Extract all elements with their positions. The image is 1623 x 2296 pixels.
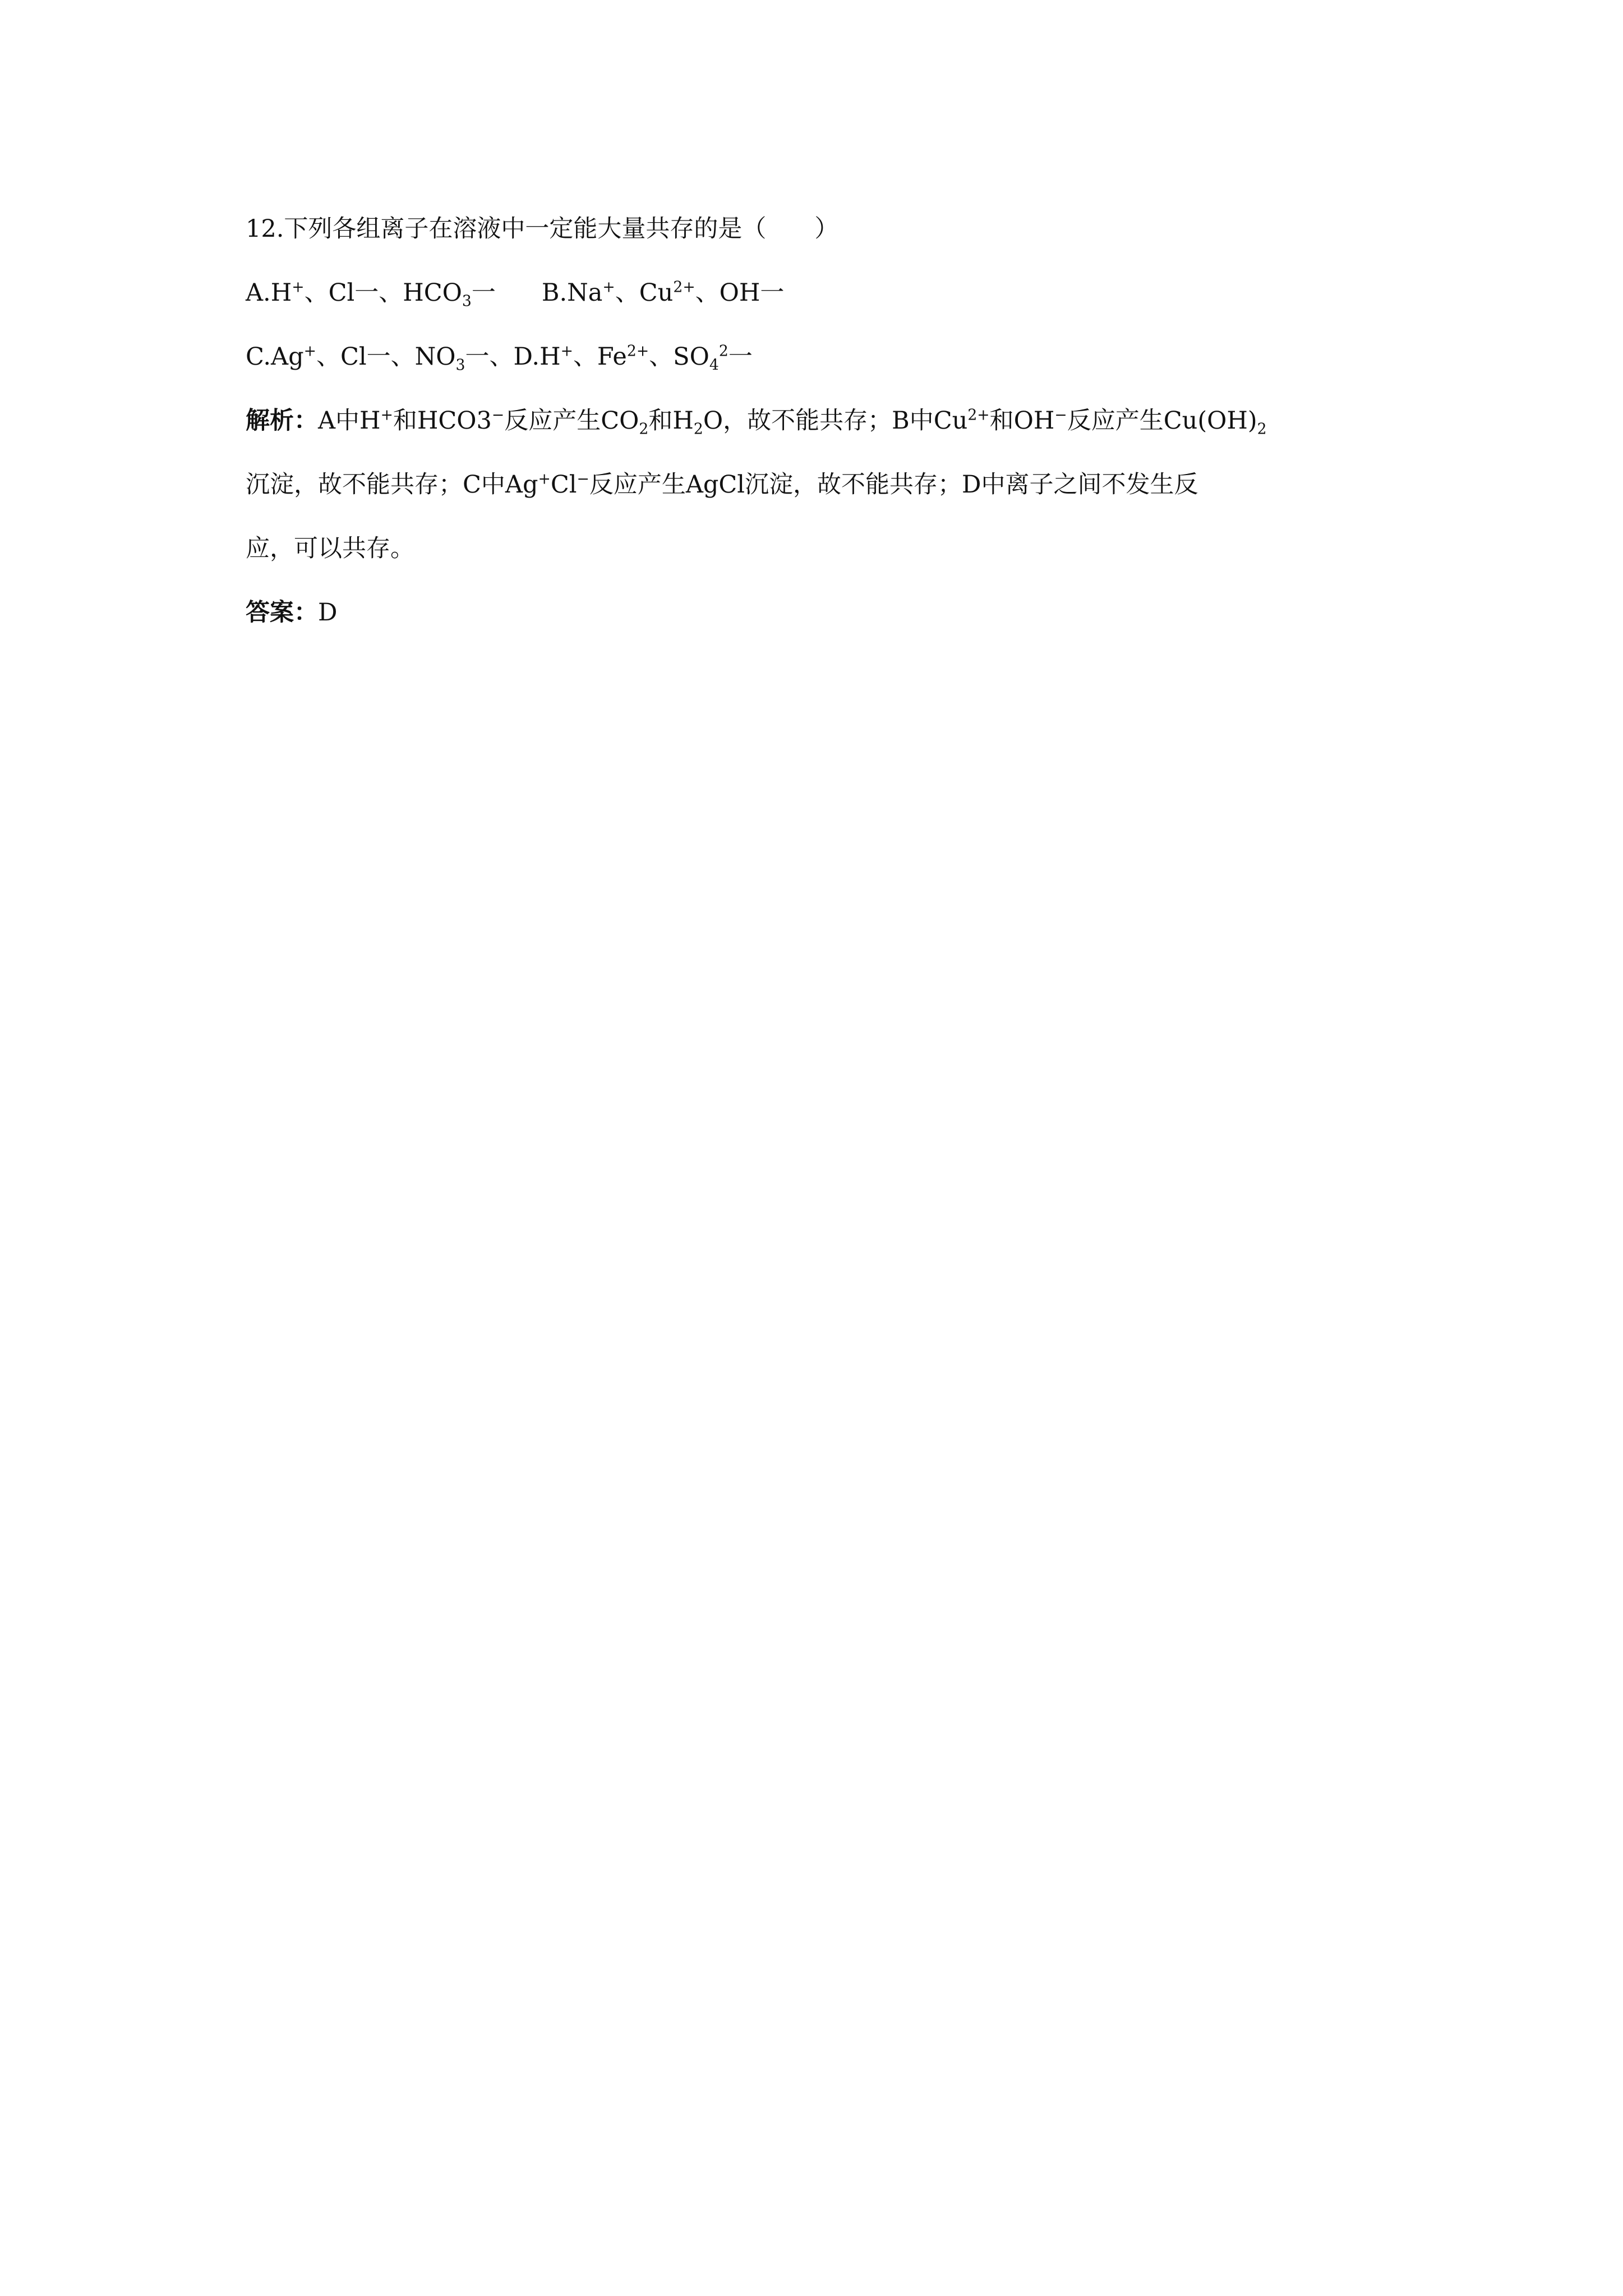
q12-explain-line3: 应，可以共存。: [246, 535, 414, 563]
q12-explain-line2: 沉淀，故不能共存；C中Ag+Cl−反应产生AgCl沉淀，故不能共存；D中离子之间不发生反: [246, 470, 1198, 499]
q12-answer: 答案：D: [246, 599, 338, 627]
q12-options-ab: A.H+、Cl一、$HCO_3$一 B.Na+、$Cu^{2+}$、OH一: [246, 278, 785, 310]
q12-explain-line1: 解析：A中H+和HCO3−反应产生$CO_2$和$H_2O$，故不能共存；B中$Cu^{2+}$和OH−反应产生$Cu(OH)_2$: [246, 406, 1267, 438]
q12-options-cd: C.Ag+、Cl一、$NO_3$一、D.H+、$Fe^{2+}$、$SO_4^2$一: [246, 342, 753, 374]
q12-title: 12.下列各组离子在溶液中一定能大量共存的是（ ）: [246, 215, 839, 243]
explain-label: 解析: [246, 407, 294, 435]
